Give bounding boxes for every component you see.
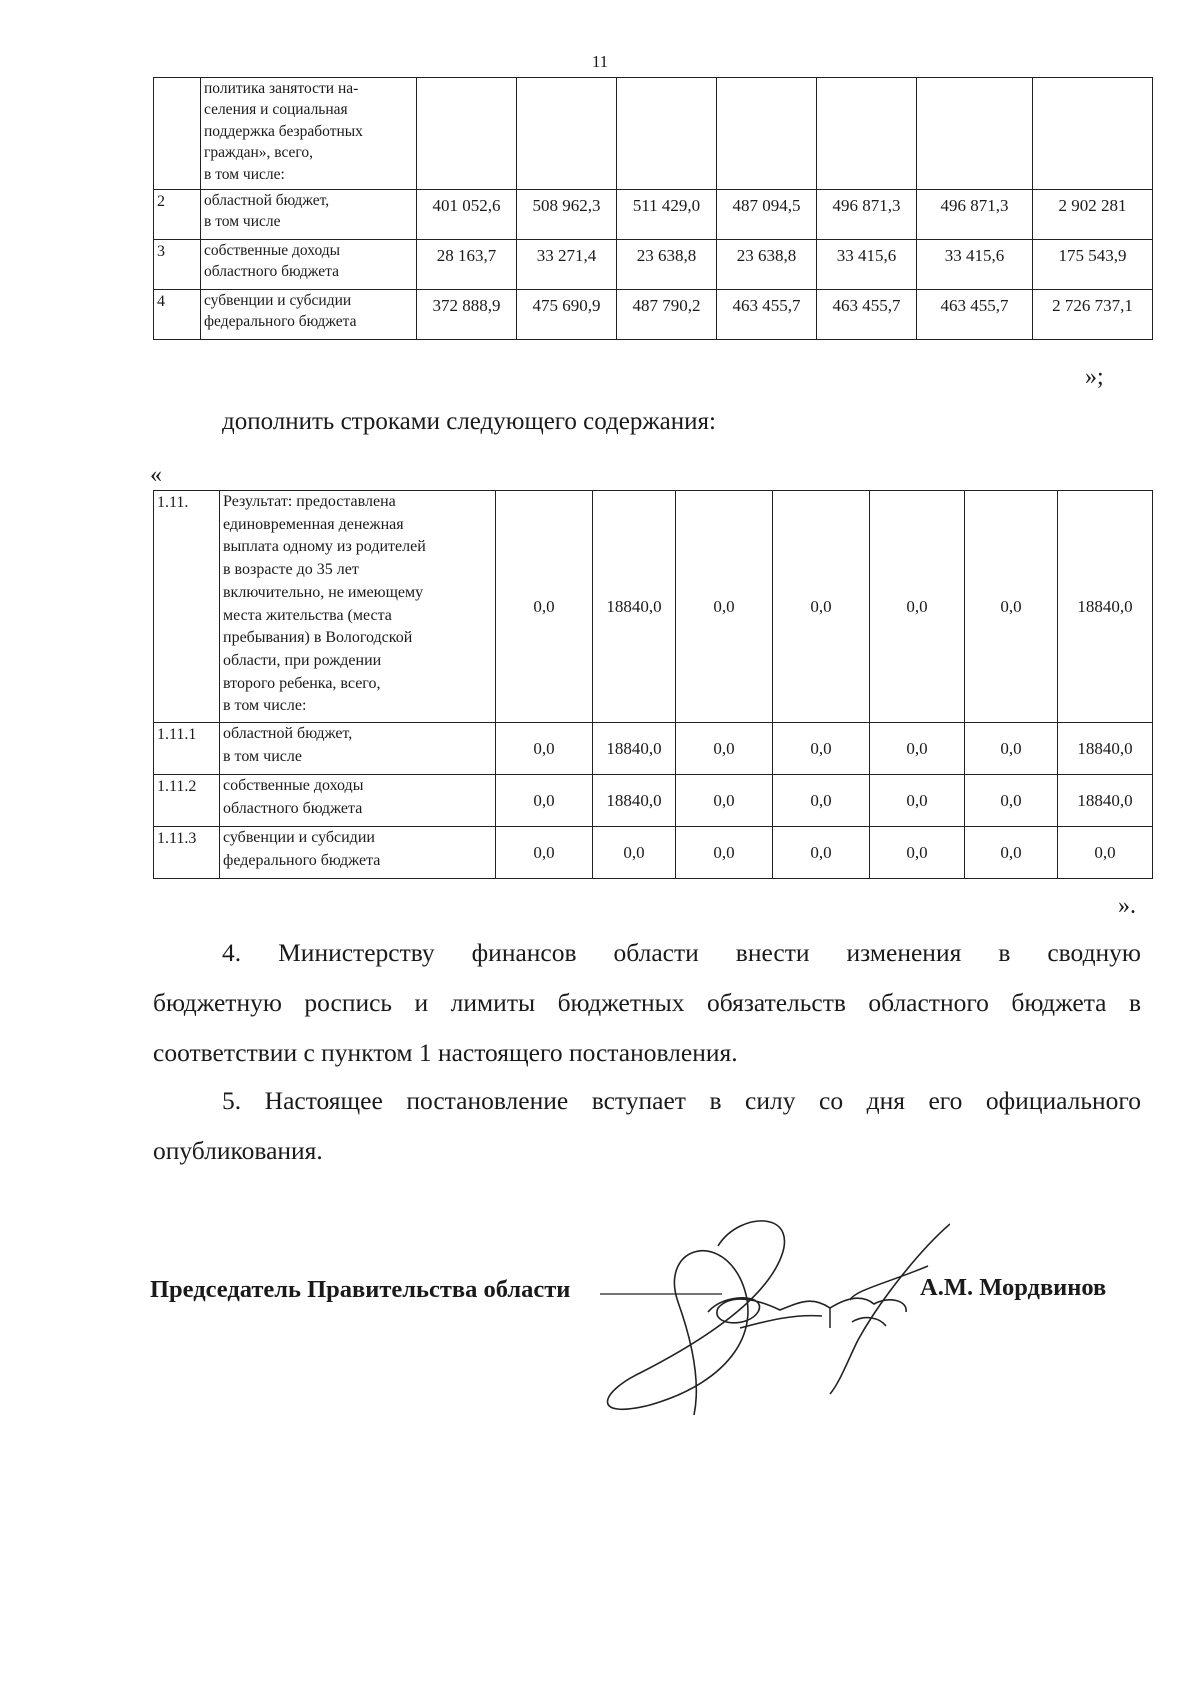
- row-description: [220, 775, 496, 827]
- value-cell: 18840,0: [1058, 775, 1153, 827]
- description-line: собственные доходы: [223, 777, 364, 794]
- row-index: 4: [154, 290, 201, 340]
- paragraph-4-line-3: соответствии с пунктом 1 настоящего постановления.: [153, 1038, 738, 1067]
- value-cell: 23 638,8: [717, 240, 817, 290]
- table-row: [154, 491, 1153, 723]
- description-line: областной бюджет,: [223, 725, 353, 742]
- value-cell: 0,0: [773, 827, 870, 879]
- value-cell: 2 902 281: [1033, 190, 1153, 240]
- paragraph-5-line-2: опубликования.: [153, 1136, 323, 1165]
- value-cell: 18840,0: [593, 723, 676, 775]
- value-cell: 0,0: [965, 491, 1058, 723]
- description-line: политика занятости на-: [204, 80, 359, 97]
- description-line: в возрасте до 35 лет: [223, 561, 359, 579]
- row-description: [220, 827, 496, 879]
- value-cell: 0,0: [773, 775, 870, 827]
- signatory-title: Председатель Правительства области: [150, 1276, 571, 1303]
- row-description: [220, 491, 496, 723]
- table-row: [154, 190, 1153, 240]
- close-quote-2: ».: [1118, 893, 1136, 919]
- value-cell: 508 962,3: [517, 190, 617, 240]
- budget-table-added-rows: [153, 490, 1153, 879]
- row-index: 3: [154, 240, 201, 290]
- value-cell: 463 455,7: [817, 290, 917, 340]
- description-line: второго ребенка, всего,: [223, 674, 381, 692]
- value-cell: 475 690,9: [517, 290, 617, 340]
- description-line: областной бюджет,: [204, 192, 330, 209]
- value-cell: [717, 78, 817, 190]
- description-line: федерального бюджета: [204, 313, 357, 331]
- table-row: [154, 240, 1153, 290]
- description-line: собственные доходы: [204, 242, 341, 259]
- value-cell: 0,0: [593, 827, 676, 879]
- value-cell: [617, 78, 717, 190]
- value-cell: 0,0: [676, 723, 773, 775]
- row-index: 1.11.1: [154, 723, 220, 775]
- row-description: [220, 723, 496, 775]
- description-line: в том числе: [204, 213, 281, 231]
- paragraph-5: [153, 1076, 1141, 1176]
- value-cell: 0,0: [870, 491, 965, 723]
- value-cell: 0,0: [773, 491, 870, 723]
- description-line: областного бюджета: [223, 799, 363, 817]
- value-cell: 0,0: [870, 827, 965, 879]
- table-row: [154, 78, 1153, 190]
- value-cell: 33 415,6: [817, 240, 917, 290]
- value-cell: 33 415,6: [917, 240, 1033, 290]
- table-row: [154, 723, 1153, 775]
- table-row: [154, 775, 1153, 827]
- description-line: Результат: предоставлена: [223, 493, 396, 510]
- value-cell: 28 163,7: [417, 240, 517, 290]
- description-line: пребывания) в Вологодской: [223, 629, 413, 647]
- table-row: [154, 290, 1153, 340]
- value-cell: 487 094,5: [717, 190, 817, 240]
- value-cell: [1033, 78, 1153, 190]
- value-cell: [817, 78, 917, 190]
- value-cell: 0,0: [1058, 827, 1153, 879]
- value-cell: 18840,0: [593, 491, 676, 723]
- description-line: федерального бюджета: [223, 851, 381, 869]
- value-cell: 0,0: [870, 775, 965, 827]
- value-cell: 2 726 737,1: [1033, 290, 1153, 340]
- paragraph-4-line-1: 4. Министерству финансов области внести изменения в сводную: [222, 938, 1141, 967]
- row-description: [201, 190, 417, 240]
- value-cell: 0,0: [965, 827, 1058, 879]
- value-cell: 0,0: [496, 827, 593, 879]
- value-cell: 0,0: [676, 827, 773, 879]
- description-line: выплата одному из родителей: [223, 538, 426, 556]
- row-description: [201, 78, 417, 190]
- description-line: в том числе: [223, 747, 302, 765]
- value-cell: [917, 78, 1033, 190]
- value-cell: 496 871,3: [817, 190, 917, 240]
- paragraph-4: [153, 928, 1141, 1078]
- value-cell: 496 871,3: [917, 190, 1033, 240]
- description-line: в том числе:: [204, 165, 285, 183]
- row-index: 2: [154, 190, 201, 240]
- signatory-name: А.М. Мордвинов: [920, 1274, 1107, 1301]
- description-line: субвенции и субсидии: [204, 292, 352, 309]
- paragraph-5-line-1: 5. Настоящее постановление вступает в силу со дня его официального: [222, 1086, 1141, 1115]
- row-index: [154, 78, 201, 190]
- value-cell: 18840,0: [1058, 491, 1153, 723]
- description-line: единовременная денежная: [223, 515, 404, 533]
- value-cell: [417, 78, 517, 190]
- value-cell: 0,0: [676, 491, 773, 723]
- value-cell: 463 455,7: [717, 290, 817, 340]
- budget-table-continued: [153, 77, 1153, 340]
- value-cell: 0,0: [965, 723, 1058, 775]
- value-cell: 18840,0: [593, 775, 676, 827]
- row-description: [201, 240, 417, 290]
- value-cell: 0,0: [496, 491, 593, 723]
- value-cell: 0,0: [496, 723, 593, 775]
- value-cell: 33 271,4: [517, 240, 617, 290]
- handwritten-signature: [590, 1210, 950, 1420]
- description-line: поддержка безработных: [204, 122, 363, 140]
- add-rows-text: дополнить строками следующего содержания:: [222, 408, 716, 435]
- value-cell: [517, 78, 617, 190]
- value-cell: 401 052,6: [417, 190, 517, 240]
- value-cell: 0,0: [870, 723, 965, 775]
- close-quote-1: »;: [1085, 364, 1104, 390]
- value-cell: 0,0: [965, 775, 1058, 827]
- description-line: граждан», всего,: [204, 144, 314, 162]
- value-cell: 0,0: [676, 775, 773, 827]
- description-line: субвенции и субсидии: [223, 829, 375, 846]
- description-line: областного бюджета: [204, 263, 339, 281]
- description-line: области, при рождении: [223, 652, 382, 670]
- value-cell: 372 888,9: [417, 290, 517, 340]
- value-cell: 463 455,7: [917, 290, 1033, 340]
- value-cell: 18840,0: [1058, 723, 1153, 775]
- table-row: [154, 827, 1153, 879]
- row-index: 1.11.: [154, 491, 220, 723]
- value-cell: 0,0: [773, 723, 870, 775]
- description-line: включительно, не имеющему: [223, 583, 424, 601]
- value-cell: 511 429,0: [617, 190, 717, 240]
- description-line: в том числе:: [223, 697, 307, 715]
- paragraph-4-line-2: бюджетную роспись и лимиты бюджетных обязательств областного бюджета в: [153, 988, 1141, 1017]
- row-index: 1.11.3: [154, 827, 220, 879]
- row-index: 1.11.2: [154, 775, 220, 827]
- value-cell: 175 543,9: [1033, 240, 1153, 290]
- row-description: [201, 290, 417, 340]
- description-line: места жительства (места: [223, 606, 392, 624]
- value-cell: 0,0: [496, 775, 593, 827]
- page-number: 11: [591, 52, 609, 71]
- open-quote: «: [150, 462, 162, 488]
- description-line: селения и социальная: [204, 101, 348, 119]
- value-cell: 23 638,8: [617, 240, 717, 290]
- value-cell: 487 790,2: [617, 290, 717, 340]
